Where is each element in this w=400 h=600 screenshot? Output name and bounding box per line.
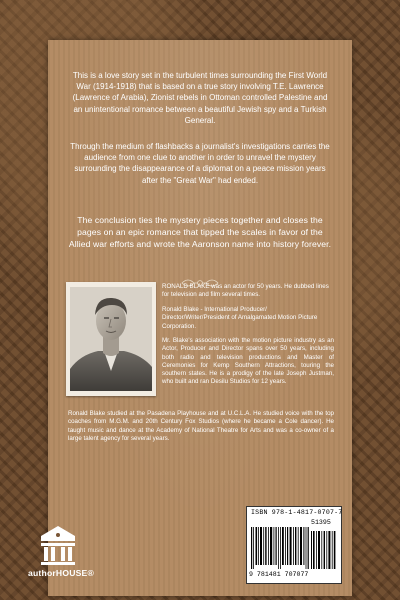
barcode-bars-main — [251, 527, 309, 569]
author-photo — [66, 282, 156, 396]
synopsis-paragraph-2: Through the medium of flashbacks a journalist's investigations carries the audience from one clue to another in order to unravel the mystery surrounding the disappearance of a diplomat on a peace mission years after the "Great War" had ended. — [70, 142, 330, 185]
barcode-number: 9 781481 707077 — [249, 571, 309, 578]
bio-paragraph-1: RONALD BLAKE was an actor for 50 years. He dubbed lines for television and film several times. — [162, 283, 329, 299]
house-icon — [38, 524, 78, 566]
price-code: 51395 — [311, 519, 331, 526]
bio-paragraph-4: Ronald Blake studied at the Pasadena Playhouse and at U.C.L.A. He studied voice with the top coaches from M.G.M. and 20th Century Fox Studios (where he became a Cole dancer). He taught music and dance at the Academy of National Theatre for Arts and was a co-owner of a large talent agency for several years. — [68, 410, 334, 442]
isbn-barcode — [246, 506, 342, 584]
barcode-bars-addon — [311, 527, 337, 569]
bio-paragraph-2: Ronald Blake - International Producer/ Director/Writer/President of Amalgamated Motion Picture Corporation. — [162, 306, 318, 330]
synopsis-paragraph-3: The conclusion ties the mystery pieces together and closes the pages on an epic romance that tipped the scales in favor of the Allied war efforts and wrote the Aaronson name into history forever. — [68, 215, 332, 249]
bio-paragraph-3: Mr. Blake's association with the motion picture industry as an Actor, Producer and Director spans over 50 years, including both radio and television productions and Master of Ceremonies for Kemp Southern Attractions, touring the southern states. He is a prodigy of the late Joseph Justman, who built and ran Desilu Studios for 12 years. — [162, 337, 334, 386]
publisher-name: authorHOUSE® — [28, 568, 95, 578]
author-portrait-image — [70, 287, 152, 391]
publisher-logo — [28, 524, 102, 586]
isbn-label: ISBN 978-1-4817-0707-7 — [251, 509, 343, 516]
synopsis-paragraph-1: This is a love story set in the turbulent times surrounding the First World War (1914-1918) that is based on a true story involving T.E. Lawrence (Lawrence of Arabia), Zionist rebels in Ottoman controlled Palestine and an unintentional romance between a beautiful Jewish spy and a Turkish General. — [72, 71, 328, 125]
